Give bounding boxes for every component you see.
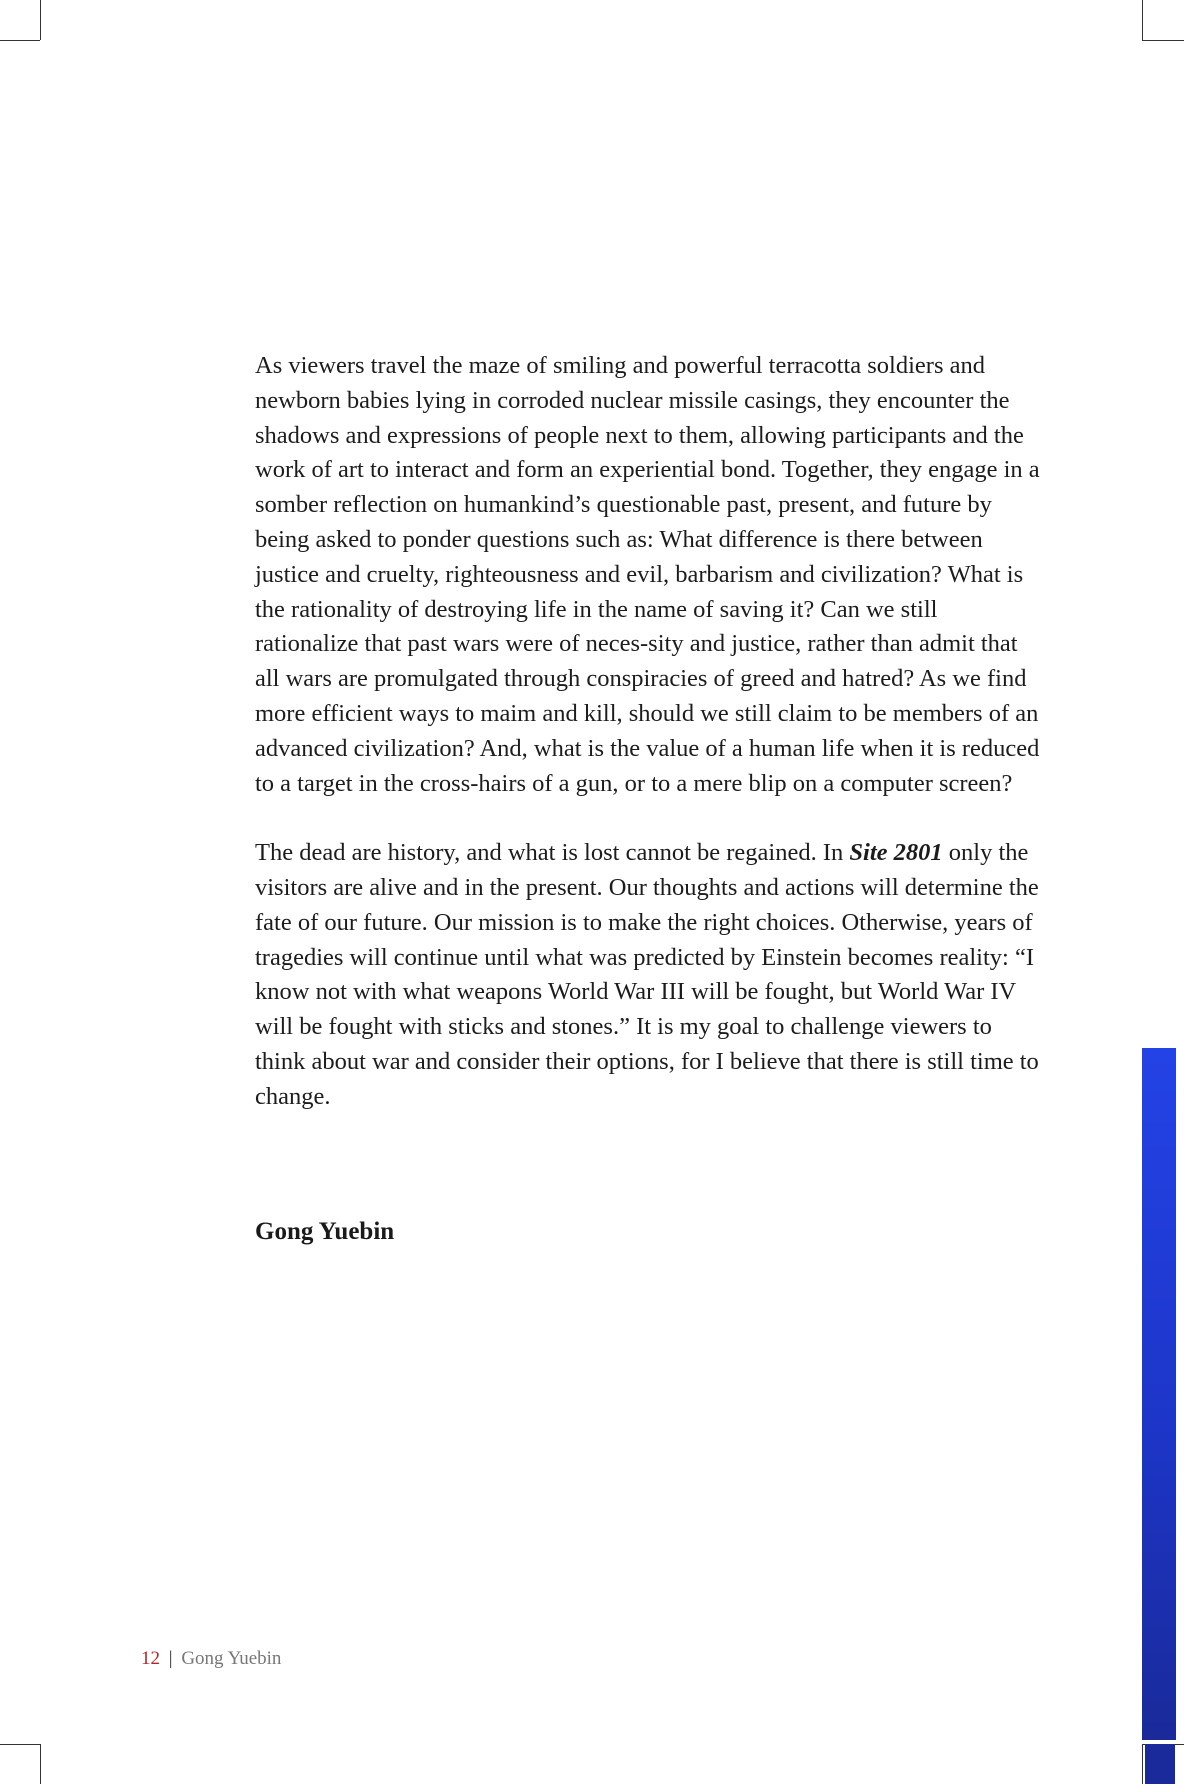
blue-side-bar-foot <box>1145 1744 1175 1784</box>
author-signature: Gong Yuebin <box>255 1218 395 1245</box>
paragraph-2-before: The dead are history, and what is lost cannot be regained. In <box>255 839 850 867</box>
paragraph-1: As viewers travel the maze of smiling and powerful terracotta soldiers and newborn babies lying in corroded nuclear missile casings, they encounter the shadows and expressions of people next to them, allowing participants and the work of art to interact and form an experiential bond. Together, they engage in a somber reflection on humankind’s questionable past, present, and future by being asked to ponder questions such as: What difference is there between justice and cruelty, righteousness and evil, barbarism and civilization? What is the rationality of destroying life in the name of saving it? Can we still rationalize that past wars were of neces-sity and justice, rather than admit that all wars are promulgated through conspiracies of greed and hatred? As we find more efficient ways to maim and kill, should we still claim to be members of an advanced civilization? And, what is the value of a human life when it is reduced to a target in the cross-hairs of a gun, or to a mere blip on a computer screen? <box>255 352 1040 797</box>
body-text <box>255 349 1045 1115</box>
crop-mark-bottom-left-vertical <box>40 1744 41 1784</box>
crop-mark-top-left-horizontal <box>0 40 40 41</box>
paragraph-2-after: only the visitors are alive and in the present. Our thoughts and actions will determine the fate of our future. Our mission is to make the right choices. Otherwise, years of tragedies will continue until what was predicted by Einstein becomes reality: “I know not with what weapons World War III will be fought, but World War IV will be fought with sticks and stones.” It is my goal to challenge viewers to think about war and consider their options, for I believe that there is still time to change. <box>255 839 1039 1110</box>
footer-separator: | <box>168 1648 173 1669</box>
crop-mark-bottom-left-horizontal <box>0 1744 40 1745</box>
crop-mark-top-right-vertical <box>1142 0 1143 40</box>
page-number: 12 <box>141 1648 160 1669</box>
crop-mark-top-left-vertical <box>40 0 41 40</box>
running-title: Gong Yuebin <box>181 1648 282 1669</box>
crop-mark-top-right-horizontal <box>1142 40 1184 41</box>
paragraph-2 <box>255 836 1045 1114</box>
artwork-title: Site 2801 <box>849 839 943 867</box>
blue-side-bar <box>1142 1048 1176 1740</box>
page-footer <box>141 1648 281 1670</box>
crop-mark-bottom-right-vertical <box>1142 1744 1143 1784</box>
